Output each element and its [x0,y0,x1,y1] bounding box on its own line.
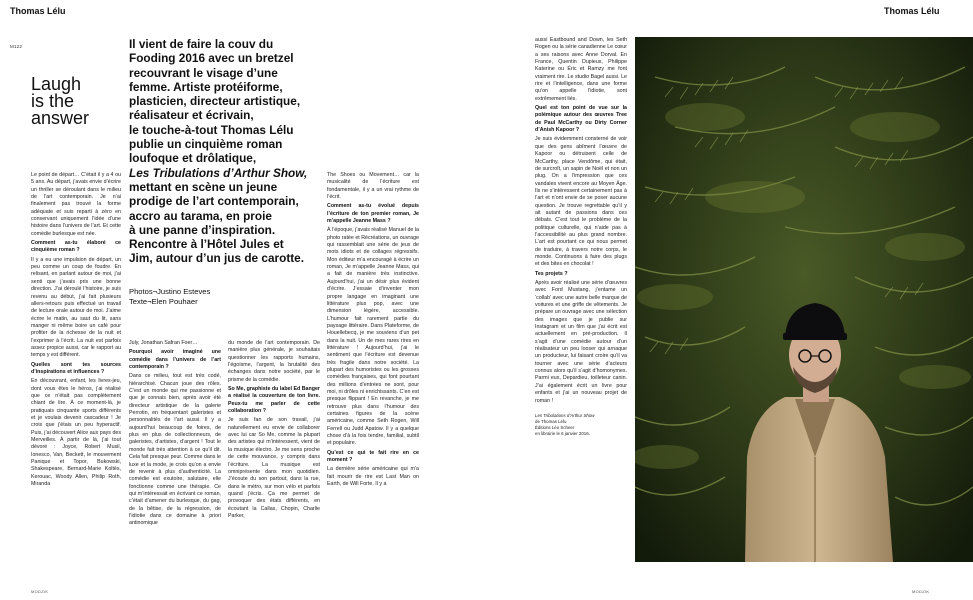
intro-line: Fooding 2016 avec un bretzel [129,51,294,66]
intro-line: recouvrant le visage d’une [129,65,278,80]
headline [31,76,89,127]
credit-text: Texte¬Elen Pouhaer [129,296,198,306]
paragraph: July, Jonathan Safran Foer… [129,340,198,346]
running-head-left: Thomas Lélu [10,6,66,16]
question: Comment as-tu évolué depuis l’écriture de ton premier roman, Je m’appelle Jeanne Mass ? [327,203,419,225]
paragraph: aussi Eastbound and Down, les Seth Rogen ou la série canadienne Le cœur a ses raisons avec Anne Dorval. En France, Quentin Dupieux, Philippe Katerine ou Éric et Ramzy me font vraiment rire. Le studio Bagel aussi. Le rire et l’intelligence, dans une forme qu’on appelle l’idiotie, sont extrêmement liés. [535,37,627,102]
paragraph: En découvrant, enfant, les livres-jeu, dont vous êtes le héros, j’ai réalisé que ce n’était pas complètement chiant de lire. À ce moment-là, je pratiquais cinquante sports différents et je voulais devenir cascadeur ! Je crois que j’étais un peu hyperactif. Puis, j’ai découvert Alice aux pays des Merveilles. À partir de là, j’ai tout dévoré : Joyce, Robert Musil, Ionesco, Van, Beckett, le mouvement Panique et Topor, Bukowski, Shakespeare, Bernard-Marie Koltès, Kerouac, Woody Allen, Philip Roth, Miranda [31,378,121,488]
article-column-2 [129,340,221,530]
intro-line: à une panne d’inspiration. [129,222,276,237]
book-author: de Thomas Lélu [535,418,567,424]
intro-line: mettant en scène un jeune [129,179,278,194]
question: Quel est ton point de vue sur la polémique autour des œuvres Tree de Paul McCarthy ou Dirty Corner d’Anish Kapoor ? [535,105,627,134]
question: Pourquoi avoir imaginé une comédie dans l’univers de l’art contemporain ? [129,349,221,371]
paragraph: du monde de l’art contemporain. De manière plus générale, je souhaitais questionner les rapports humains, l’égoïsme, l’argent, la brutalité des échanges dans notre société, par le prisme de la comédie. [228,340,320,383]
question: Comment as-tu élaboré ce cinquième roman ? [31,240,121,254]
intro-line: Jim, autour d’un jus de carotte. [129,251,305,266]
intro-line: publie un cinquième roman [129,137,283,152]
book-publisher: Éditions Léo Scheer [535,424,575,430]
question: Quelles sont tes sources d’inspirations et influences ? [31,361,121,375]
headline-line: answer [31,108,90,128]
headline-line: is the [31,91,75,111]
paragraph: Je suis évidemment consterné de voir que des gens abîment l’œuvre de Kapoor ou détruisent celle de McCarthy, place Vendôme, qui était, de surcroît, un sapin de Noël et non un plug. On a l’impression que ces vandales vivent encore au Moyen Âge. Ils ne s’intéressent certainement pas à l’art et n’ont envie de se poser aucune question. Je trouve regrettable qu’il y ait autant de passions dans ces débats. C’est tout le problème de la politique culturelle, qui n’aide pas à l’accessibilité au plus grand nombre. L’art est pourtant ce qui nous permet de traduire, à travers notre corps, le monde. Continuons à faire des plugs et des bites en chocolat ! [535,136,627,268]
book-title: Les Tribulations d’Arthur Show [535,412,595,418]
article-column-4 [327,172,419,490]
paragraph: Après avoir réalisé une série d’œuvres avec Ford Mustang, j’entame un ‘collab’ avec une autre belle marque de voitures et une griffe de vêtements. Je prépare un ouvrage avec une sélection des images que je publie sur Instagram et un film que j’ai écrit est actuellement en pré-production. Il s’agit d’une comédie autour d’un réalisateur un peu looser qui arnaque un producteur, lui faisant croire qu’il va tourner avec une série d’acteurs connus alors qu’il s’agit d’homonymes. Parmi eux, Depardieu, toilleteur canin. J’ai également écrit un livre pour enfants et j’ai un nouveau projet de roman ! [535,280,627,404]
paragraph: Je suis fan de son travail, j’ai naturellement eu envie de collaborer avec lui car So Me, comme la plupart des artistes qui m’intéressent, vient de la musique électro. Je me sens proche de cette mouvance, y compris dans l’écriture. La musique est omniprésente dans mon quotidien. J’écoute du son partout, dans la rue, dans le métro, sur mon vélo et parfois quand j’écris. Ça me permet de provoquer des états différents, en écoutant la Callas, Chopin, Charlie Parker, [228,417,320,519]
book-release: en librairie le 6 janvier 2016. [535,430,590,436]
paragraph: The Shoes ou Movement… car la musicalité de l’écriture est fondamentale, il y a un vrai rythme de l’écrit. [327,172,419,201]
intro-line: femme. Artiste protéiforme, [129,79,283,94]
paragraph: Dans ce milieu, tout est très codé, hiérarchisé. Chacun joue des rôles. C’est un monde qui me passionne et que je connais bien, après avoir été directeur artistique de la galerie Perrotin, en fréquentant galeristes et personnalités de l’art aussi. Il y a aujourd’hui beaucoup de foires, de plus en plus de collectionneurs, de galeristes, d’artistes, d’argent ! Tout le monde fait très attention à ce qu’il dit. Cela fait presque peur. Comme dans le luxe et la mode, je crois qu’on a envie de revenir à plus d’authenticité. La comédie est exutoire, salutaire, elle fonctionne comme une thérapie. Ce qui m’intéressait en écrivant ce roman, c’était d’amener du burlesque, du gag, de la bêtise, de la régression, de l’idiotie dans ce domaine à priori antinomique [129,373,221,527]
running-head-right: Thomas Lélu [884,6,940,16]
intro-line: Rencontre à l’Hôtel Jules et [129,237,284,252]
intro-line: Il vient de faire la couv du [129,37,274,51]
question: Qu’est ce qui te fait rire en ce moment ? [327,449,419,464]
paragraph: La dernière série américaine qui m’a fait mourir de rire est Last Man on Earth, de Will Forte. Il y a [327,466,419,488]
intro-line: accro au tarama, en proie [129,208,272,223]
intro-line: prodige de l’art contemporain, [129,194,299,209]
intro-standfirst [129,37,319,266]
portrait-photo-illustration [635,37,973,562]
article-column-1 [31,172,121,490]
paragraph: Il y a eu une impulsion de départ, un peu comme un coup de foudre. En relisant, en parlant autour de moi, j’ai senti que j’avais pris une bonne direction. J’ai déroulé l’histoire, je suis revenu au début, j’ai fait plusieurs allers-retours puis effectué un travail de lecture orale autour de moi. J’aime écrire le matin, au saut du lit, sans manger ni même boire un café pour profiter de la richesse de la nuit et l’exprimer à l’écrit. La nuit est parfois assez propice aussi, car le rapport au temps y est différent. [31,256,121,359]
paragraph: À l’époque, j’avais réalisé Manuel de la photo ratée et Récréations, un ouvrage qui rassemblait une série de jeux de mots idiots et de collages régressifs. Mon éditeur m’a encouragé à écrire un roman, Je m’appelle Jeanne Mass, qui a fait de manière très instinctive. Aujourd’hui, j’ai un désir plus évident d’écrire. J’essaie d’inventer mon propre langage en imaginant une littérature plus pop, avec une dimension légère, accessible. L’humour fait rarement partie du paysage littéraire. Dans Plateforme, de Houellebecq, je me souviens d’un pet dans la nuit. Un de mes rares rires en littérature ! Aujourd’hui, j’ai le sentiment que l’écriture est devenue très fragile dans notre société. La plupart des humoristes ou les grosses comédies françaises, qui font pourtant des millions d’entrées ne sont, pour moi, ni drôles ni enrichissants. C’en est presque flippant ! En revanche, je me retrouve plus dans l’humour des certaines figures de la scène américaine, comme Seth Rogen, Will Ferrell ou Judd Apatow. Il y a quelque chose d’à la fois tendre, familial, subtil et populaire. [327,227,419,447]
credit-photos: Photos¬Justino Esteves [129,287,211,296]
paragraph: Le point de départ… C’était il y a 4 ou 5 ans. Au départ, j’avais envie d’écrire un thriller se déroulant dans le milieu de l’art contemporain. Je n’ai finalement pas trouvé la forme adéquate et suis reparti à zéro en conservant uniquement l’idée d’une histoire dans l’univers de l’art. Et cette comédie burlesque est née. [31,172,121,237]
credits [129,287,210,306]
question: So Me, graphiste du label Ed Banger a réalisé la couverture de ton livre. Peux-tu me parler de cette collaboration ? [228,386,320,415]
portrait-photo [635,37,973,562]
folio: M122 [10,44,23,49]
question: Tes projets ? [535,270,568,277]
article-column-3 [228,340,320,522]
intro-line: loufoque et drôlatique, [129,151,257,166]
intro-line: le touche-à-tout Thomas Lélu [129,122,294,137]
footer-left: MODZIK [31,589,49,594]
book-note [535,413,627,437]
intro-line: Les Tribulations d’Arthur Show, [129,165,308,180]
article-column-5 [535,37,627,437]
headline-line: Laugh [31,74,82,94]
footer-right: MODZIK [912,589,930,594]
intro-line: plasticien, directeur artistique, [129,94,301,109]
intro-line: réalisateur et écrivain, [129,108,254,123]
